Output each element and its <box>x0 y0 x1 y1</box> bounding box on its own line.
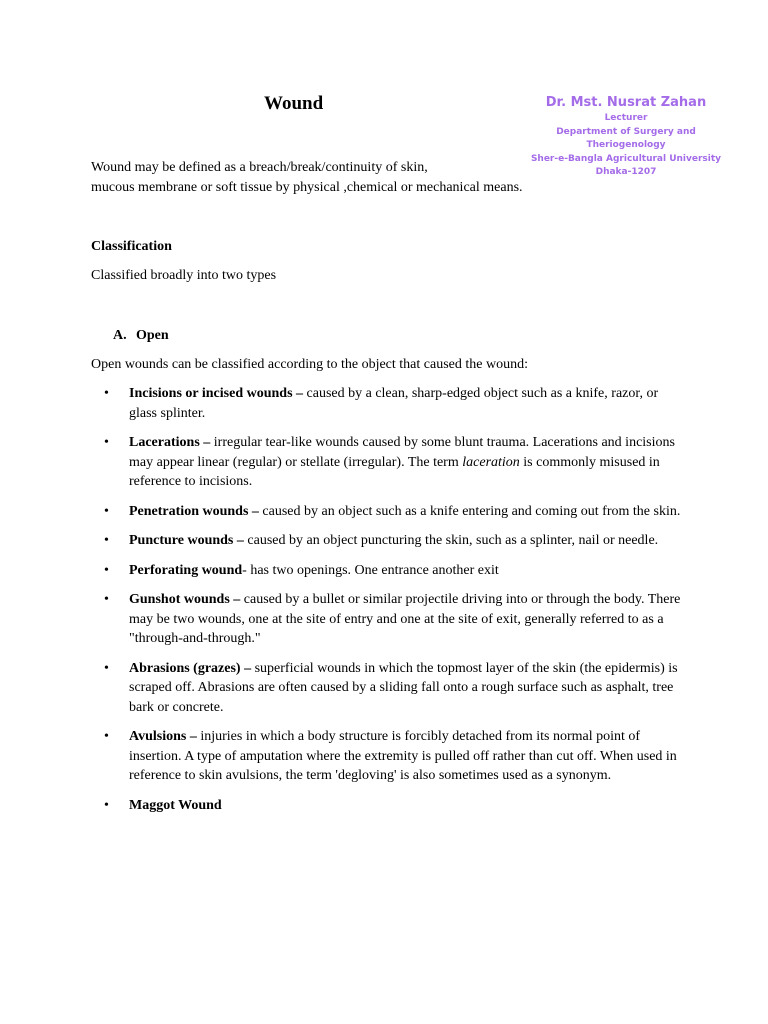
author-department: Department of Surgery and Theriogenology <box>556 126 696 150</box>
item-term: Incisions or incised wounds – <box>129 386 304 401</box>
bullet-icon: • <box>104 729 109 744</box>
bullet-icon: • <box>104 660 109 676</box>
item-term: Lacerations – <box>129 435 211 450</box>
list-item <box>91 502 681 522</box>
open-wound-list <box>91 384 681 825</box>
section-a-heading <box>113 326 169 346</box>
section-a-letter: A. <box>113 328 127 343</box>
item-desc: caused by an object such as a knife entering and coming out from the skin. <box>258 503 681 519</box>
bullet-icon: • <box>104 435 109 450</box>
classification-subtext: Classified broadly into two types <box>91 268 277 283</box>
author-name: Dr. Mst. Nusrat Zahan <box>545 95 707 110</box>
author-role: Lecturer <box>604 113 648 123</box>
item-desc: caused by an object puncturing the skin, such as a splinter, nail or needle. <box>243 533 659 548</box>
item-desc: caused by a bullet or similar projectile driving into or through the body. There may be two wounds, one at the site of entry and one at the site of exit, generally referred to as a "through-and-through." <box>129 592 681 646</box>
list-item <box>91 561 681 581</box>
bullet-icon: • <box>104 562 109 578</box>
item-desc-continued: is commonly misused in reference to incisions. <box>129 454 660 489</box>
list-item <box>91 433 681 492</box>
list-item <box>91 384 681 423</box>
bullet-icon: • <box>104 533 109 548</box>
list-item <box>91 590 681 649</box>
intro-line-1: Wound may be defined as a breach/break/continuity of skin, <box>91 160 428 175</box>
author-city: Dhaka-1207 <box>595 167 657 177</box>
item-italic-term: laceration <box>462 454 520 470</box>
item-term: Puncture wounds – <box>129 533 244 548</box>
list-item <box>91 659 681 718</box>
bullet-icon: • <box>104 592 109 607</box>
list-item <box>91 796 681 816</box>
bullet-icon: • <box>104 797 109 813</box>
item-term: Maggot Wound <box>129 797 222 813</box>
item-desc: irregular tear-like wounds caused by some blunt trauma. Lacerations and incisions may appear linear (regular) or stellate (irregular). The term <box>129 435 675 470</box>
author-university: Sher-e-Bangla Agricultural University <box>530 153 722 164</box>
item-term: Avulsions – <box>129 729 197 744</box>
item-term: Gunshot wounds – <box>129 592 241 607</box>
item-term: Perforating wound <box>129 562 243 578</box>
list-item <box>91 727 681 786</box>
classification-heading: Classification <box>91 239 172 254</box>
bullet-icon: • <box>104 503 109 519</box>
item-desc: superficial wounds in which the topmost layer of the skin (the epidermis) is scraped off. Abrasions are often caused by a sliding fall onto a rough surface such as asphalt, tree bark or concrete. <box>129 660 678 715</box>
item-term: Abrasions (grazes) – <box>129 660 252 676</box>
list-item <box>91 531 681 551</box>
section-a-title: Open <box>136 328 169 343</box>
item-desc: caused by a clean, sharp-edged object such as a knife, razor, or glass splinter. <box>129 386 659 421</box>
item-desc: - has two openings. One entrance another exit <box>242 562 499 578</box>
page-title: Wound <box>264 93 324 114</box>
item-desc: injuries in which a body structure is forcibly detached from its normal point of insertion. A type of amputation where the extremity is pulled off rather than cut off. When used in reference to skin avulsions, the term 'degloving' is also sometimes used as a synonym. <box>129 729 677 783</box>
item-term: Penetration wounds – <box>129 503 259 519</box>
intro-paragraph <box>91 158 691 197</box>
bullet-icon: • <box>104 386 109 401</box>
open-intro-paragraph: Open wounds can be classified according to the object that caused the wound: <box>91 357 528 372</box>
intro-line-2: mucous membrane or soft tissue by physical ,chemical or mechanical means. <box>91 179 523 195</box>
